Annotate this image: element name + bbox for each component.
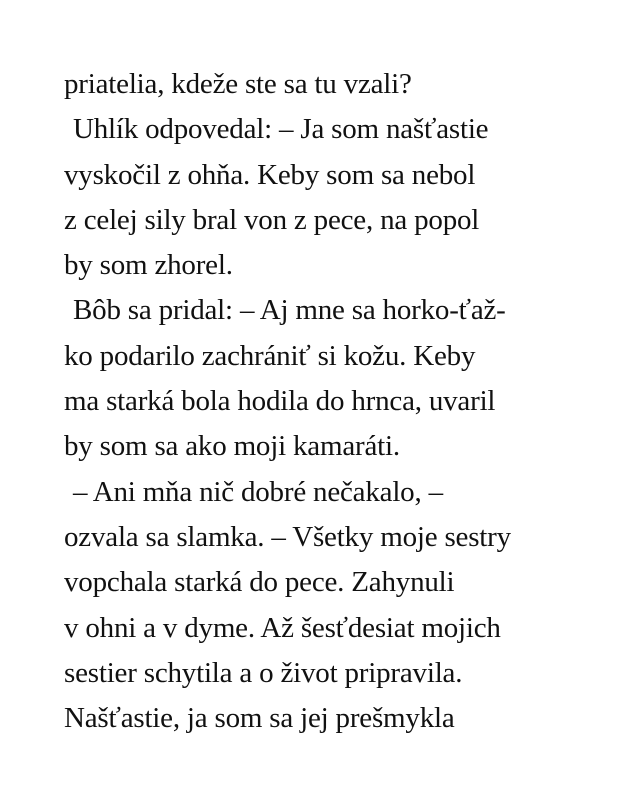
text-line: ko podarilo zachrániť si kožu. Keby [64, 339, 476, 372]
text-line: Našťastie, ja som sa jej prešmykla [64, 702, 455, 735]
text-line: by som zhorel. [64, 249, 233, 282]
text-line: ma starká bola hodila do hrnca, uvaril [64, 385, 496, 418]
text-line: priatelia, kdeže ste sa tu vzali? [64, 68, 412, 100]
text-line: vopchala starká do pece. Zahynuli [64, 566, 455, 599]
text-line: – Ani mňa nič dobré nečakalo, – [73, 475, 443, 508]
text-line: sestier schytila a o život pripravila. [64, 656, 463, 689]
text-line: z celej sily bral von z pece, na popol [64, 203, 480, 236]
text-line: Uhlík odpovedal: – Ja som našťastie [73, 113, 489, 146]
text-line: vyskočil z ohňa. Keby som sa nebol [64, 158, 476, 191]
story-text [64, 62, 624, 741]
text-line: v ohni a v dyme. Až šesťdesiat mojich [64, 611, 501, 644]
text-line: Bôb sa pridal: – Aj mne sa horko-ťaž- [73, 294, 506, 327]
text-line: by som sa ako moji kamaráti. [64, 430, 400, 463]
text-line: ozvala sa slamka. – Všetky moje sestry [64, 520, 511, 553]
